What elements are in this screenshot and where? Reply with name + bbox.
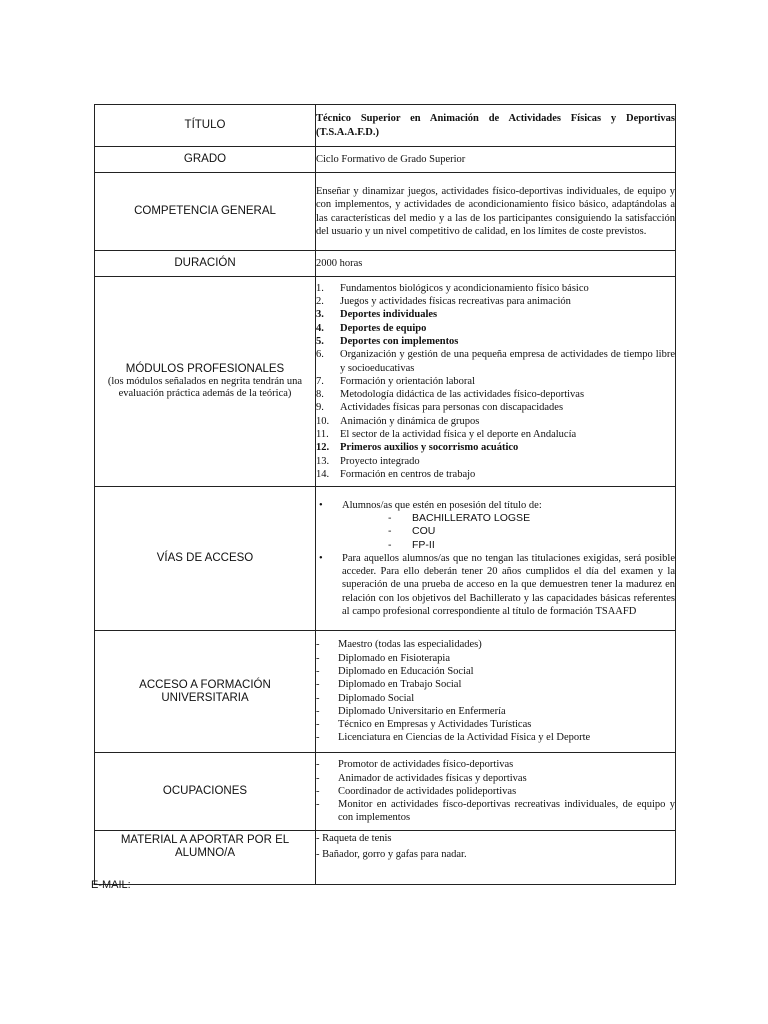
label-modulos bbox=[95, 277, 316, 487]
label-vias: VÍAS DE ACCESO bbox=[95, 487, 316, 631]
material-item: - Bañador, gorro y gafas para nadar. bbox=[316, 849, 467, 860]
value-grado: Ciclo Formativo de Grado Superior bbox=[316, 147, 676, 173]
list-item: • Alumnos/as que estén en posesión del título de: - BACHILLERATO LOGSE - COU - FP-II bbox=[316, 499, 675, 552]
row-duracion bbox=[95, 251, 676, 277]
list-item: - Técnico en Empresas y Actividades Turísticas bbox=[316, 719, 532, 731]
list-item: - Licenciatura en Ciencias de la Actividad Física y el Deporte bbox=[316, 732, 591, 744]
list-item: 11. El sector de la actividad física y el deporte en Andalucía bbox=[316, 429, 577, 441]
bullet-icon: • bbox=[319, 552, 323, 564]
label-material: MATERIAL A APORTAR POR EL ALUMNO/A bbox=[95, 831, 316, 885]
row-modulos bbox=[95, 277, 676, 487]
list-item: - Diplomado en Educación Social bbox=[316, 665, 474, 677]
row-titulo bbox=[95, 105, 676, 147]
label-acceso: ACCESO A FORMACIÓN UNIVERSITARIA bbox=[95, 631, 316, 753]
value-modulos bbox=[316, 277, 676, 487]
material-item: - Raqueta de tenis bbox=[316, 833, 392, 844]
list-item: - Diplomado en Trabajo Social bbox=[316, 679, 462, 691]
list-item: - FP-II bbox=[388, 538, 435, 551]
list-item: - COU bbox=[388, 525, 436, 538]
list-item: 10. Animación y dinámica de grupos bbox=[316, 415, 480, 427]
list-item: - Promotor de actividades físico-deportivas bbox=[316, 759, 514, 771]
value-ocupaciones bbox=[316, 753, 676, 831]
label-ocupaciones: OCUPACIONES bbox=[95, 753, 316, 831]
label-grado: GRADO bbox=[95, 147, 316, 173]
list-item: 8. Metodología didáctica de las actividades físico-deportivas bbox=[316, 389, 585, 401]
label-competencia: COMPETENCIA GENERAL bbox=[95, 173, 316, 251]
row-acceso bbox=[95, 631, 676, 753]
list-item: 9. Actividades físicas para personas con discapacidades bbox=[316, 402, 564, 414]
list-item: • Para aquellos alumnos/as que no tengan las titulaciones exigidas, será posible acceder. Para ello deberán tener 20 años cumplidos el día del examen y la superación de una prueba de acceso en la que demuestren tener la madurez en relación con los objetivos del Bachillerato y las capacidades básicas referentes al campo profesional correspondiente al título de formación TSAAFD bbox=[316, 552, 675, 618]
row-vias bbox=[95, 487, 676, 631]
acceso-list bbox=[316, 638, 675, 744]
label-duracion: DURACIÓN bbox=[95, 251, 316, 277]
list-item: - Coordinador de actividades polideportivas bbox=[316, 785, 517, 797]
ocupaciones-list bbox=[316, 758, 675, 824]
list-item: 4. Deportes de equipo bbox=[316, 322, 427, 334]
list-item: 1. Fundamentos biológicos y acondicionamiento físico básico bbox=[316, 282, 589, 294]
list-item: 5. Deportes con implementos bbox=[316, 335, 459, 347]
label-titulo: TÍTULO bbox=[95, 105, 316, 147]
list-item: 7. Formación y orientación laboral bbox=[316, 375, 475, 387]
list-item: - Animador de actividades físicas y deportivas bbox=[316, 772, 527, 784]
list-item: - Monitor en actividades físco-deportivas recreativas individuales, de equipo y con implementos bbox=[316, 799, 675, 824]
value-acceso bbox=[316, 631, 676, 753]
modulos-title: MÓDULOS PROFESIONALES bbox=[125, 362, 285, 375]
list-item: - BACHILLERATO LOGSE bbox=[388, 511, 531, 524]
value-competencia: Enseñar y dinamizar juegos, actividades físico-deportivas individuales, de equipo y con implementos, y actividades de acondicionamiento físico básico, adaptándolas a las características del medio y a las de los participantes consiguiendo la satisfacción del usuario y un nivel competitivo de calidad, en los límites de coste previstos. bbox=[316, 173, 676, 251]
row-material bbox=[95, 831, 676, 885]
row-ocupaciones bbox=[95, 753, 676, 831]
row-competencia bbox=[95, 173, 676, 251]
value-duracion: 2000 horas bbox=[316, 251, 676, 277]
modulos-note: (los módulos señalados en negrita tendrán una evaluación práctica además de la teórica) bbox=[107, 375, 303, 399]
value-titulo: Técnico Superior en Animación de Actividades Físicas y Deportivas (T.S.A.A.F.D.) bbox=[316, 105, 676, 147]
list-item: - Diplomado en Fisioterapia bbox=[316, 652, 450, 664]
list-item: - Maestro (todas las especialidades) bbox=[316, 639, 482, 651]
list-item: 12. Primeros auxilios y socorrismo acuático bbox=[316, 442, 519, 454]
list-item: 2. Juegos y actividades físicas recreativas para animación bbox=[316, 296, 571, 308]
list-item: 13. Proyecto integrado bbox=[316, 455, 420, 467]
modules-list bbox=[316, 282, 675, 481]
email-label: E-MAIL: bbox=[91, 879, 131, 891]
value-vias bbox=[316, 487, 676, 631]
row-grado bbox=[95, 147, 676, 173]
bullet-icon: • bbox=[319, 499, 323, 511]
list-item: 3. Deportes individuales bbox=[316, 309, 438, 321]
vias-list bbox=[316, 499, 675, 619]
list-item: 14. Formación en centros de trabajo bbox=[316, 468, 476, 480]
titles-sublist bbox=[342, 512, 675, 552]
course-info-table bbox=[94, 104, 676, 885]
list-item: - Diplomado Universitario en Enfermería bbox=[316, 705, 506, 717]
list-item: - Diplomado Social bbox=[316, 692, 415, 704]
value-material bbox=[316, 831, 676, 885]
list-item: 6. Organización y gestión de una pequeña empresa de actividades de tiempo libre y socioeducativas bbox=[316, 349, 675, 374]
